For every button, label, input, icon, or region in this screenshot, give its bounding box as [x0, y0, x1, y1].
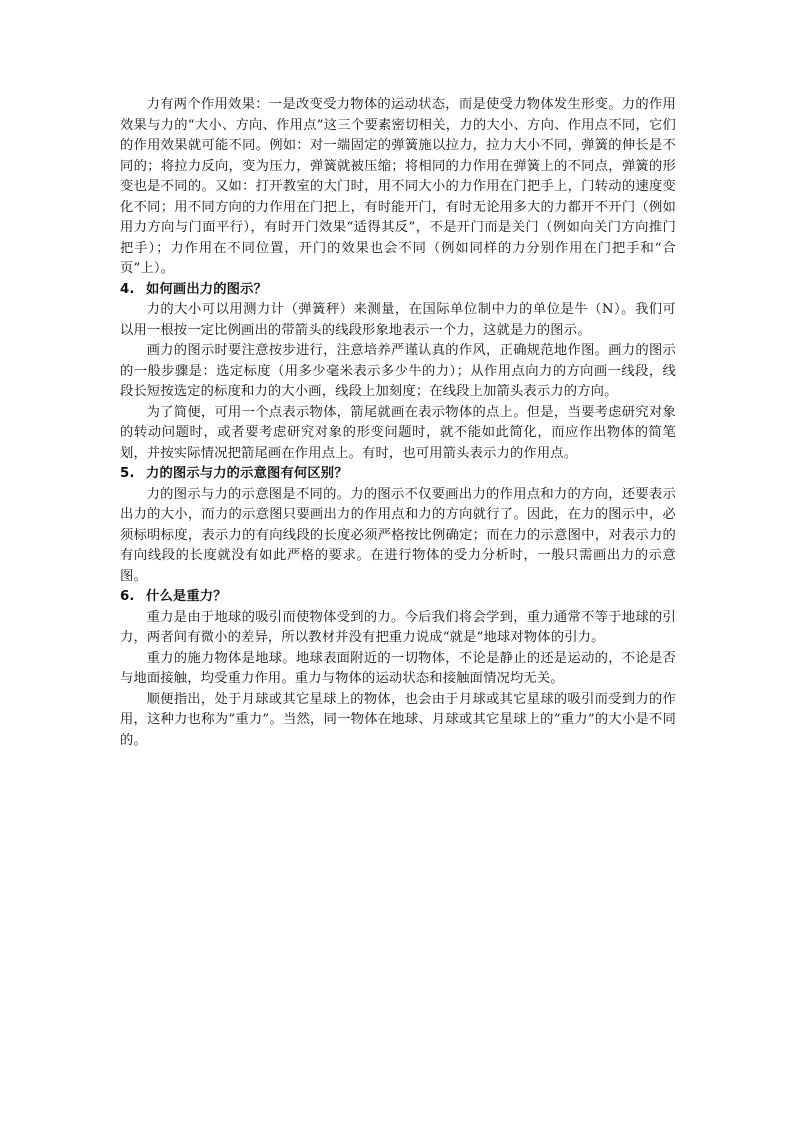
section-heading-5 [120, 464, 676, 485]
section-number: 5. [120, 466, 135, 481]
paragraph: 力有两个作用效果：一是改变受力物体的运动状态，而是使受力物体发生形变。力的作用效果与力的“大小、方向、作用点”这三个要素密切相关，力的大小、方向、作用点不同，它们的作用效果就可能不同。例如：对一端固定的弹簧施以拉力，拉力大小不同，弹簧的伸长是不同的；将拉力反向，变为压力，弹簧就被压缩；将相同的力作用在弹簧上的不同点，弹簧的形变也是不同的。又如：打开教室的大门时，用不同大小的力作用在门把手上，门转动的速度变化不同；用不同方向的力作用在门把上，有时能开门，有时无论用多大的力都开不开门（例如用力方向与门面平行），有时开门效果“适得其反”，不是开门而是关门（例如向关门方向推门把手）；力作用在不同位置，开门的效果也会不同（例如同样的力分别作用在门把手和“合页”上）。 [120, 97, 676, 276]
section-title: 如何画出力的图示？ [146, 281, 268, 297]
document-page [120, 95, 676, 751]
paragraph: 重力是由于地球的吸引而使物体受到的力。今后我们将会学到，重力通常不等于地球的引力，两者间有微小的差异，所以教材并没有把重力说成“就是”地球对物体的引力。 [120, 609, 676, 645]
section-title: 力的图示与力的示意图有何区别？ [146, 466, 348, 481]
paragraph: 画力的图示时要注意按步进行，注意培养严谨认真的作风，正确规范地作图。画力的图示的一般步骤是：选定标度（用多少毫米表示多少牛的力）；从作用点向力的方向画一线段，线段长短按选定的标度和力的大小画，线段上加刻度；在线段上加箭头表示力的方向。 [120, 343, 676, 399]
paragraph: 力的大小可以用测力计（弹簧秤）来测量，在国际单位制中力的单位是牛（N）。我们可以用一根按一定比例画出的带箭头的线段形象地表示一个力，这就是力的图示。 [120, 302, 676, 338]
section-heading-6 [120, 587, 676, 608]
section-title: 什么是重力？ [146, 589, 227, 604]
paragraph: 为了简便，可用一个点表示物体，箭尾就画在表示物体的点上。但是，当要考虑研究对象的转动问题时，或者要考虑研究对象的形变问题时，就不能如此简化，而应作出物体的简笔划，并按实际情况把箭尾画在作用点上。有时，也可用箭头表示力的作用点。 [120, 404, 676, 461]
paragraph: 顺便指出，处于月球或其它星球上的物体，也会由于月球或其它星球的吸引而受到力的作用，这种力也称为“重力”。当然，同一物体在地球、月球或其它星球上的“重力”的大小是不同的。 [120, 691, 676, 748]
section-number: 6. [120, 589, 135, 604]
paragraph: 力的图示与力的示意图是不同的。力的图示不仅要画出力的作用点和力的方向，还要表示出力的大小，而力的示意图只要画出力的作用点和力的方向就行了。因此，在力的图示中，必须标明标度，表示力的有向线段的长度必须严格按比例确定；而在力的示意图中，对表示力的有向线段的长度就没有如此严格的要求。在进行物体的受力分析时，一般只需画出力的示意图。 [120, 486, 676, 584]
section-heading-4 [120, 280, 676, 301]
paragraph: 重力的施力物体是地球。地球表面附近的一切物体，不论是静止的还是运动的，不论是否与地面接触，均受重力作用。重力与物体的运动状态和接触面情况均无关。 [120, 650, 676, 686]
section-number: 4. [120, 281, 135, 297]
